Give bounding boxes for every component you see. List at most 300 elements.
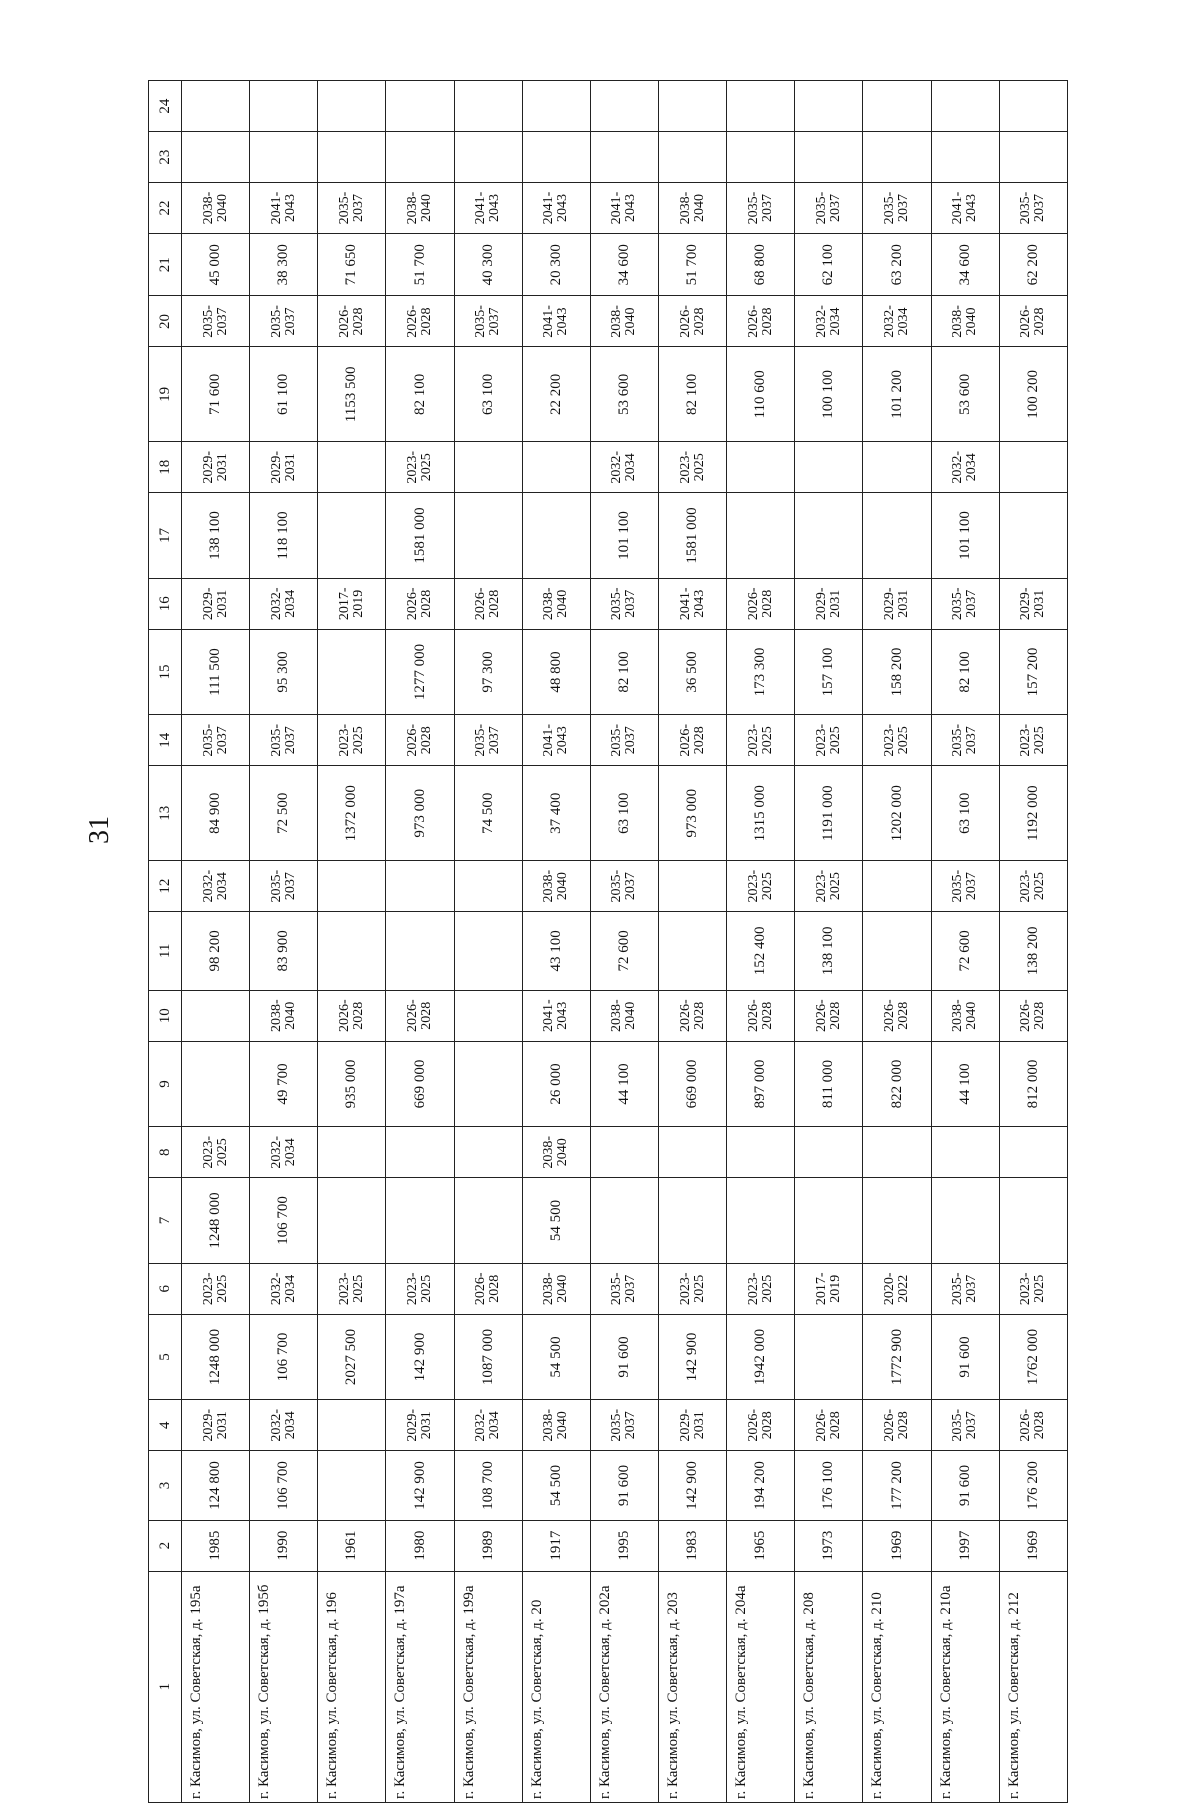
cost-cell <box>659 132 727 183</box>
period-cell: 2038-2040 <box>931 296 999 347</box>
period-cell <box>795 442 863 493</box>
cost-cell <box>386 1178 454 1264</box>
period-cell: 2035-2037 <box>931 578 999 629</box>
column-number: 3 <box>149 1451 182 1520</box>
period-cell <box>386 81 454 132</box>
period-cell: 2017-2019 <box>318 578 386 629</box>
cost-cell <box>318 912 386 991</box>
cost-cell <box>318 1451 386 1520</box>
period-cell: 2038-2040 <box>522 1263 590 1314</box>
cost-cell <box>318 1178 386 1264</box>
cost-cell <box>590 132 658 183</box>
column-number: 4 <box>149 1400 182 1451</box>
cost-cell: 83 900 <box>250 912 318 991</box>
table-row <box>590 81 658 1803</box>
rotated-table-container <box>148 80 1068 1803</box>
cost-cell <box>999 1178 1067 1264</box>
cost-cell: 37 400 <box>522 766 590 861</box>
period-cell <box>863 1127 931 1178</box>
year-built-cell: 1989 <box>454 1520 522 1571</box>
period-cell: 2029-2031 <box>386 1400 454 1451</box>
cost-cell: 72 600 <box>931 912 999 991</box>
period-cell: 2023-2025 <box>182 1263 250 1314</box>
address-cell: г. Касимов, ул. Советская, д. 210 <box>863 1571 931 1802</box>
period-cell: 2041-2043 <box>454 183 522 234</box>
period-cell <box>182 990 250 1041</box>
period-cell <box>454 990 522 1041</box>
period-cell: 2026-2028 <box>999 296 1067 347</box>
cost-cell: 110 600 <box>727 347 795 442</box>
period-cell: 2023-2025 <box>727 861 795 912</box>
table-row <box>318 81 386 1803</box>
period-cell: 2032-2034 <box>250 578 318 629</box>
table-row <box>454 81 522 1803</box>
table-row <box>999 81 1067 1803</box>
period-cell: 2035-2037 <box>318 183 386 234</box>
period-cell <box>386 1127 454 1178</box>
cost-cell <box>863 912 931 991</box>
year-built-cell: 1997 <box>931 1520 999 1571</box>
period-cell: 2026-2028 <box>727 578 795 629</box>
period-cell: 2026-2028 <box>386 715 454 766</box>
cost-cell: 811 000 <box>795 1041 863 1127</box>
cost-cell: 101 100 <box>590 493 658 579</box>
period-cell: 2035-2037 <box>182 296 250 347</box>
period-cell: 2038-2040 <box>522 1127 590 1178</box>
cost-cell: 152 400 <box>727 912 795 991</box>
cost-cell: 101 100 <box>931 493 999 579</box>
period-cell: 2026-2028 <box>999 1400 1067 1451</box>
cost-cell: 82 100 <box>931 629 999 715</box>
cost-cell: 1087 000 <box>454 1314 522 1400</box>
period-cell <box>318 1127 386 1178</box>
cost-cell: 1762 000 <box>999 1314 1067 1400</box>
cost-cell <box>999 493 1067 579</box>
cost-cell: 1202 000 <box>863 766 931 861</box>
table-row <box>727 81 795 1803</box>
cost-cell: 26 000 <box>522 1041 590 1127</box>
year-built-cell: 1969 <box>999 1520 1067 1571</box>
period-cell: 2035-2037 <box>863 183 931 234</box>
address-cell: г. Касимов, ул. Советская, д. 210а <box>931 1571 999 1802</box>
address-cell: г. Касимов, ул. Советская, д. 199а <box>454 1571 522 1802</box>
period-cell: 2041-2043 <box>590 183 658 234</box>
cost-cell: 1192 000 <box>999 766 1067 861</box>
period-cell: 2038-2040 <box>522 861 590 912</box>
period-cell: 2041-2043 <box>522 296 590 347</box>
column-number: 22 <box>149 183 182 234</box>
table-row <box>522 81 590 1803</box>
period-cell: 2035-2037 <box>931 715 999 766</box>
period-cell: 2041-2043 <box>522 990 590 1041</box>
cost-cell <box>182 1041 250 1127</box>
address-cell: г. Касимов, ул. Советская, д. 195б <box>250 1571 318 1802</box>
cost-cell: 142 900 <box>659 1314 727 1400</box>
period-cell: 2038-2040 <box>522 1400 590 1451</box>
cost-cell: 62 100 <box>795 234 863 296</box>
cost-cell: 106 700 <box>250 1451 318 1520</box>
cost-cell: 176 100 <box>795 1451 863 1520</box>
cost-cell: 973 000 <box>386 766 454 861</box>
cost-cell <box>863 1178 931 1264</box>
cost-cell: 142 900 <box>386 1451 454 1520</box>
period-cell: 2032-2034 <box>590 442 658 493</box>
cost-cell: 108 700 <box>454 1451 522 1520</box>
cost-cell: 91 600 <box>590 1451 658 1520</box>
cost-cell: 54 500 <box>522 1314 590 1400</box>
cost-cell <box>659 912 727 991</box>
period-cell: 2029-2031 <box>182 442 250 493</box>
period-cell: 2026-2028 <box>863 990 931 1041</box>
period-cell: 2023-2025 <box>795 861 863 912</box>
column-number: 17 <box>149 493 182 579</box>
cost-cell <box>659 1178 727 1264</box>
period-cell <box>795 1127 863 1178</box>
period-cell: 2026-2028 <box>659 715 727 766</box>
cost-cell: 45 000 <box>182 234 250 296</box>
table-row <box>795 81 863 1803</box>
period-cell: 2023-2025 <box>727 715 795 766</box>
cost-cell: 51 700 <box>659 234 727 296</box>
cost-cell: 98 200 <box>182 912 250 991</box>
period-cell: 2026-2028 <box>659 990 727 1041</box>
period-cell: 2026-2028 <box>386 296 454 347</box>
year-built-cell: 1990 <box>250 1520 318 1571</box>
cost-cell: 124 800 <box>182 1451 250 1520</box>
cost-cell: 1191 000 <box>795 766 863 861</box>
column-number: 13 <box>149 766 182 861</box>
period-cell: 2032-2034 <box>250 1400 318 1451</box>
period-cell: 2023-2025 <box>999 861 1067 912</box>
period-cell: 2023-2025 <box>659 1263 727 1314</box>
year-built-cell: 1917 <box>522 1520 590 1571</box>
period-cell <box>454 1127 522 1178</box>
cost-cell <box>795 493 863 579</box>
period-cell <box>727 442 795 493</box>
cost-cell <box>386 132 454 183</box>
cost-cell: 1248 000 <box>182 1178 250 1264</box>
period-cell: 2026-2028 <box>454 1263 522 1314</box>
period-cell: 2023-2025 <box>863 715 931 766</box>
address-cell: г. Касимов, ул. Советская, д. 196 <box>318 1571 386 1802</box>
period-cell: 2035-2037 <box>931 861 999 912</box>
cost-cell: 20 300 <box>522 234 590 296</box>
column-number: 11 <box>149 912 182 991</box>
table-row <box>182 81 250 1803</box>
header-row <box>149 81 182 1803</box>
cost-cell: 40 300 <box>454 234 522 296</box>
column-number: 18 <box>149 442 182 493</box>
period-cell: 2023-2025 <box>727 1263 795 1314</box>
cost-cell <box>727 493 795 579</box>
period-cell: 2041-2043 <box>522 715 590 766</box>
period-cell: 2023-2025 <box>318 1263 386 1314</box>
cost-cell: 71 600 <box>182 347 250 442</box>
cost-cell <box>931 132 999 183</box>
period-cell: 2038-2040 <box>931 990 999 1041</box>
period-cell: 2026-2028 <box>863 1400 931 1451</box>
cost-cell <box>863 493 931 579</box>
period-cell <box>522 442 590 493</box>
period-cell: 2035-2037 <box>795 183 863 234</box>
table-row <box>931 81 999 1803</box>
address-cell: г. Касимов, ул. Советская, д. 203 <box>659 1571 727 1802</box>
cost-cell: 812 000 <box>999 1041 1067 1127</box>
period-cell: 2035-2037 <box>250 715 318 766</box>
cost-cell <box>931 1178 999 1264</box>
period-cell: 2035-2037 <box>999 183 1067 234</box>
period-cell <box>454 861 522 912</box>
column-number: 9 <box>149 1041 182 1127</box>
period-cell: 2038-2040 <box>590 296 658 347</box>
cost-cell <box>318 629 386 715</box>
period-cell: 2032-2034 <box>250 1127 318 1178</box>
period-cell <box>999 442 1067 493</box>
cost-cell: 157 100 <box>795 629 863 715</box>
cost-cell: 43 100 <box>522 912 590 991</box>
year-built-cell: 1983 <box>659 1520 727 1571</box>
year-built-cell: 1995 <box>590 1520 658 1571</box>
period-cell: 2035-2037 <box>727 183 795 234</box>
page-number: 31 <box>84 816 115 844</box>
period-cell: 2038-2040 <box>522 578 590 629</box>
cost-cell: 62 200 <box>999 234 1067 296</box>
cost-cell: 1315 000 <box>727 766 795 861</box>
period-cell <box>999 81 1067 132</box>
period-cell <box>659 861 727 912</box>
period-cell: 2029-2031 <box>659 1400 727 1451</box>
period-cell: 2035-2037 <box>931 1400 999 1451</box>
period-cell <box>863 81 931 132</box>
period-cell: 2026-2028 <box>318 990 386 1041</box>
cost-cell <box>522 493 590 579</box>
cost-cell <box>590 1178 658 1264</box>
cost-cell <box>727 132 795 183</box>
period-cell <box>318 442 386 493</box>
cost-cell: 36 500 <box>659 629 727 715</box>
period-cell: 2038-2040 <box>182 183 250 234</box>
period-cell: 2038-2040 <box>386 183 454 234</box>
cost-cell: 71 650 <box>318 234 386 296</box>
cost-cell: 91 600 <box>931 1314 999 1400</box>
period-cell: 2029-2031 <box>999 578 1067 629</box>
period-cell: 2023-2025 <box>386 1263 454 1314</box>
period-cell: 2023-2025 <box>659 442 727 493</box>
period-cell: 2023-2025 <box>386 442 454 493</box>
year-built-cell: 1965 <box>727 1520 795 1571</box>
period-cell <box>659 81 727 132</box>
period-cell <box>931 1127 999 1178</box>
period-cell <box>659 1127 727 1178</box>
period-cell <box>727 1127 795 1178</box>
period-cell: 2041-2043 <box>931 183 999 234</box>
cost-cell: 91 600 <box>931 1451 999 1520</box>
column-number: 1 <box>149 1571 182 1802</box>
period-cell: 2032-2034 <box>931 442 999 493</box>
period-cell <box>318 1400 386 1451</box>
period-cell: 2038-2040 <box>659 183 727 234</box>
period-cell: 2026-2028 <box>318 296 386 347</box>
column-number: 8 <box>149 1127 182 1178</box>
cost-cell: 194 200 <box>727 1451 795 1520</box>
period-cell: 2035-2037 <box>590 1400 658 1451</box>
period-cell <box>931 81 999 132</box>
cost-cell: 173 300 <box>727 629 795 715</box>
cost-cell: 82 100 <box>590 629 658 715</box>
cost-cell <box>727 1178 795 1264</box>
cost-cell: 973 000 <box>659 766 727 861</box>
cost-cell: 34 600 <box>590 234 658 296</box>
cost-cell: 44 100 <box>931 1041 999 1127</box>
cost-cell: 111 500 <box>182 629 250 715</box>
cost-cell: 72 500 <box>250 766 318 861</box>
year-built-cell: 1969 <box>863 1520 931 1571</box>
cost-cell: 53 600 <box>931 347 999 442</box>
cost-cell: 61 100 <box>250 347 318 442</box>
period-cell: 2026-2028 <box>386 990 454 1041</box>
year-built-cell: 1973 <box>795 1520 863 1571</box>
cost-cell: 138 100 <box>795 912 863 991</box>
cost-cell: 34 600 <box>931 234 999 296</box>
address-cell: г. Касимов, ул. Советская, д. 197а <box>386 1571 454 1802</box>
cost-cell: 84 900 <box>182 766 250 861</box>
period-cell: 2029-2031 <box>182 1400 250 1451</box>
period-cell <box>863 442 931 493</box>
cost-cell: 897 000 <box>727 1041 795 1127</box>
period-cell: 2026-2028 <box>386 578 454 629</box>
cost-cell: 177 200 <box>863 1451 931 1520</box>
address-cell: г. Касимов, ул. Советская, д. 202а <box>590 1571 658 1802</box>
cost-cell: 49 700 <box>250 1041 318 1127</box>
period-cell: 2023-2025 <box>999 1263 1067 1314</box>
column-number: 16 <box>149 578 182 629</box>
period-cell: 2032-2034 <box>454 1400 522 1451</box>
cost-cell: 142 900 <box>386 1314 454 1400</box>
period-cell: 2017-2019 <box>795 1263 863 1314</box>
cost-cell: 138 200 <box>999 912 1067 991</box>
period-cell: 2026-2028 <box>795 1400 863 1451</box>
column-number: 2 <box>149 1520 182 1571</box>
address-cell: г. Касимов, ул. Советская, д. 204а <box>727 1571 795 1802</box>
cost-cell: 100 200 <box>999 347 1067 442</box>
period-cell: 2023-2025 <box>318 715 386 766</box>
period-cell: 2035-2037 <box>590 578 658 629</box>
cost-cell: 68 800 <box>727 234 795 296</box>
period-cell: 2032-2034 <box>182 861 250 912</box>
table-row <box>386 81 454 1803</box>
cost-cell: 1942 000 <box>727 1314 795 1400</box>
cost-cell <box>863 132 931 183</box>
period-cell <box>727 81 795 132</box>
cost-cell <box>454 1041 522 1127</box>
cost-cell: 822 000 <box>863 1041 931 1127</box>
period-cell: 2035-2037 <box>182 715 250 766</box>
cost-cell <box>454 132 522 183</box>
cost-cell: 38 300 <box>250 234 318 296</box>
cost-cell: 101 200 <box>863 347 931 442</box>
period-cell: 2029-2031 <box>863 578 931 629</box>
period-cell: 2026-2028 <box>727 296 795 347</box>
period-cell: 2026-2028 <box>659 296 727 347</box>
period-cell: 2020-2022 <box>863 1263 931 1314</box>
capital-repair-table <box>148 80 1068 1803</box>
period-cell <box>454 442 522 493</box>
period-cell <box>999 1127 1067 1178</box>
cost-cell: 1581 000 <box>386 493 454 579</box>
cost-cell: 1372 000 <box>318 766 386 861</box>
cost-cell <box>795 1314 863 1400</box>
year-built-cell: 1961 <box>318 1520 386 1571</box>
cost-cell: 1153 500 <box>318 347 386 442</box>
cost-cell: 158 200 <box>863 629 931 715</box>
cost-cell: 63 200 <box>863 234 931 296</box>
column-number: 19 <box>149 347 182 442</box>
period-cell: 2026-2028 <box>999 990 1067 1041</box>
cost-cell: 82 100 <box>659 347 727 442</box>
period-cell: 2032-2034 <box>795 296 863 347</box>
cost-cell: 142 900 <box>659 1451 727 1520</box>
column-number: 12 <box>149 861 182 912</box>
column-number: 7 <box>149 1178 182 1264</box>
period-cell: 2032-2034 <box>863 296 931 347</box>
period-cell: 2023-2025 <box>182 1127 250 1178</box>
period-cell <box>590 81 658 132</box>
period-cell: 2026-2028 <box>727 990 795 1041</box>
cost-cell: 72 600 <box>590 912 658 991</box>
column-number: 15 <box>149 629 182 715</box>
period-cell <box>454 81 522 132</box>
cost-cell: 63 100 <box>590 766 658 861</box>
period-cell: 2035-2037 <box>590 1263 658 1314</box>
cost-cell: 1772 900 <box>863 1314 931 1400</box>
address-cell: г. Касимов, ул. Советская, д. 20 <box>522 1571 590 1802</box>
cost-cell: 1248 000 <box>182 1314 250 1400</box>
period-cell: 2026-2028 <box>727 1400 795 1451</box>
column-number: 5 <box>149 1314 182 1400</box>
period-cell: 2032-2034 <box>250 1263 318 1314</box>
cost-cell <box>182 132 250 183</box>
cost-cell <box>795 132 863 183</box>
period-cell: 2038-2040 <box>590 990 658 1041</box>
cost-cell: 95 300 <box>250 629 318 715</box>
period-cell <box>386 861 454 912</box>
cost-cell: 118 100 <box>250 493 318 579</box>
cost-cell: 935 000 <box>318 1041 386 1127</box>
period-cell: 2026-2028 <box>795 990 863 1041</box>
cost-cell: 138 100 <box>182 493 250 579</box>
cost-cell: 106 700 <box>250 1178 318 1264</box>
cost-cell: 97 300 <box>454 629 522 715</box>
cost-cell <box>999 132 1067 183</box>
cost-cell: 51 700 <box>386 234 454 296</box>
period-cell <box>590 1127 658 1178</box>
period-cell <box>795 81 863 132</box>
cost-cell: 100 100 <box>795 347 863 442</box>
period-cell: 2029-2031 <box>182 578 250 629</box>
column-number: 20 <box>149 296 182 347</box>
year-built-cell: 1985 <box>182 1520 250 1571</box>
cost-cell: 54 500 <box>522 1178 590 1264</box>
period-cell: 2023-2025 <box>795 715 863 766</box>
period-cell: 2038-2040 <box>250 990 318 1041</box>
period-cell: 2029-2031 <box>795 578 863 629</box>
cost-cell: 669 000 <box>659 1041 727 1127</box>
table-row <box>659 81 727 1803</box>
cost-cell: 74 500 <box>454 766 522 861</box>
cost-cell: 91 600 <box>590 1314 658 1400</box>
cost-cell: 63 100 <box>454 347 522 442</box>
period-cell: 2035-2037 <box>250 861 318 912</box>
